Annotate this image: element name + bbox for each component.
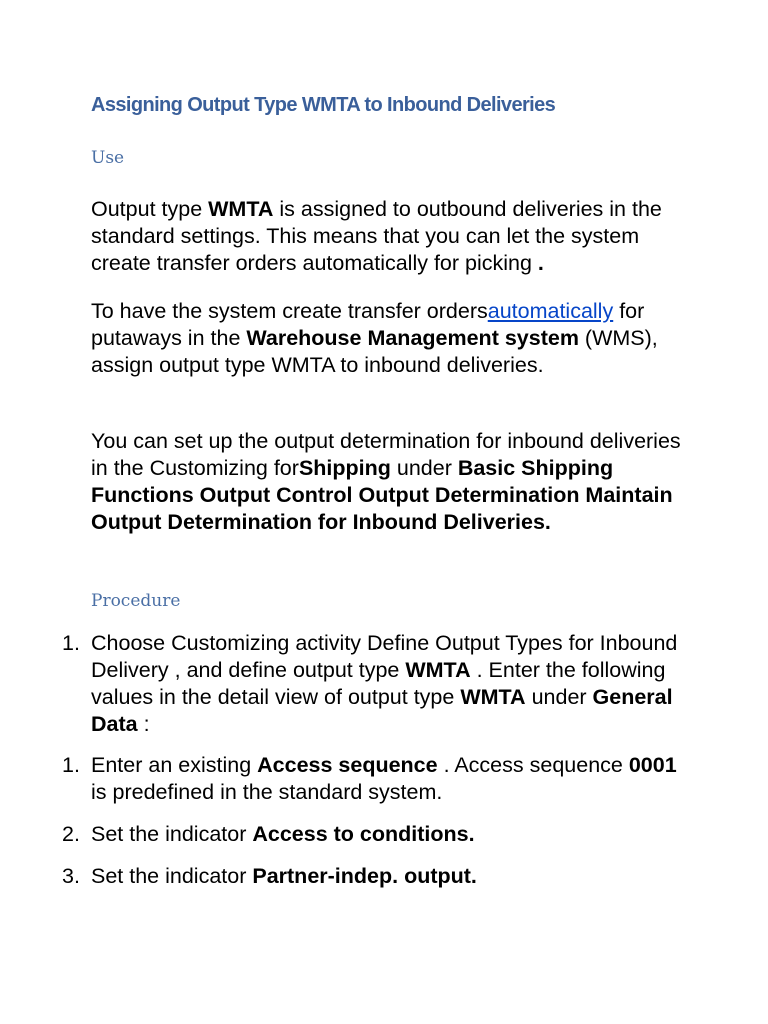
bold-run: Access to conditions. <box>252 822 475 846</box>
bold-run: General Data <box>91 685 673 736</box>
text-run: for putaways in the <box>91 299 645 350</box>
bold-run: Basic Shipping Functions Output Control Output Determination Maintain Output Determination for Inbound Deliveries. <box>91 456 673 534</box>
text-run: You can set up the output determination for inbound deliveries in the Customizing for <box>91 429 681 480</box>
list-item <box>0 630 691 738</box>
paragraph-customizing <box>91 428 691 536</box>
list-number: 3. <box>62 864 80 888</box>
procedure-list <box>0 630 691 738</box>
list-item <box>0 752 691 806</box>
substep-list <box>0 752 691 905</box>
bold-run: Partner-indep. output. <box>252 864 477 888</box>
list-number: 1. <box>62 753 80 777</box>
text-run: under <box>525 685 593 709</box>
text-run: Output type <box>91 197 209 221</box>
list-number: 2. <box>62 822 80 846</box>
list-item <box>0 863 691 890</box>
text-run: under <box>390 456 458 480</box>
paragraph-output-type <box>91 196 691 277</box>
bold-run: Access sequence <box>257 753 438 777</box>
procedure-heading: Procedure <box>91 591 181 611</box>
text-run: To have the system create transfer orders <box>91 299 488 323</box>
bold-run: WMTA <box>405 658 471 682</box>
bold-run: . <box>537 251 544 275</box>
page-title: Assigning Output Type WMTA to Inbound Deliveries <box>91 94 556 116</box>
text-run: is predefined in the standard system. <box>91 780 443 804</box>
text-run: : <box>137 712 150 736</box>
paragraph-putaways <box>91 298 691 379</box>
automatically-link[interactable]: automatically <box>487 299 614 323</box>
bold-run: WMTA <box>460 685 526 709</box>
bold-run: 0001 <box>628 753 677 777</box>
text-run: Set the indicator <box>91 822 253 846</box>
bold-run: Shipping <box>298 456 391 480</box>
text-run: . Enter the following values in the detail view of output type <box>91 658 666 709</box>
use-heading: Use <box>91 148 125 168</box>
bold-run: WMTA <box>208 197 274 221</box>
list-item <box>0 821 691 848</box>
text-run: is assigned to outbound deliveries in the standard settings. This means that you can let the system create transfer orders automatically for picking <box>91 197 662 275</box>
list-number: 1. <box>62 631 80 655</box>
text-run: Enter an existing <box>91 753 258 777</box>
text-run: Set the indicator <box>91 864 253 888</box>
text-run: Choose Customizing activity Define Output Types for Inbound Delivery , and define output type <box>91 631 678 682</box>
text-run: . Access sequence <box>437 753 629 777</box>
text-run: (WMS), assign output type WMTA to inbound deliveries. <box>91 326 658 377</box>
bold-run: Warehouse Management system <box>246 326 579 350</box>
